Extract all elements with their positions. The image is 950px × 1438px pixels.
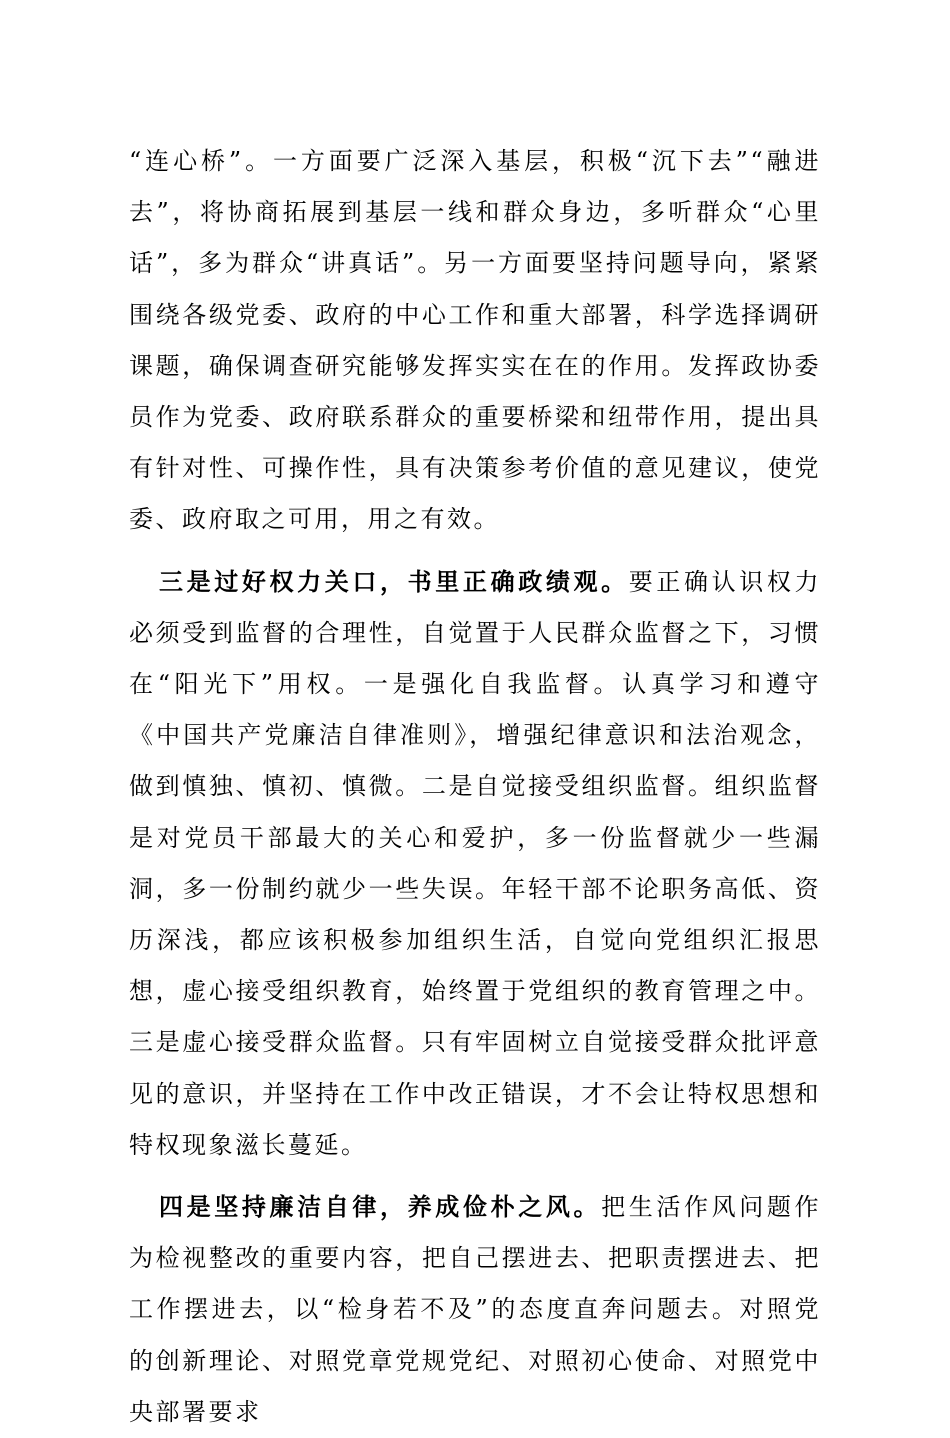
paragraph-3-heading: 四是坚持廉洁自律，养成俭朴之风。 (159, 1192, 602, 1222)
paragraph-continuation (129, 136, 821, 546)
paragraph-2-text: 要正确认识权力必须受到监督的合理性，自觉置于人民群众监督之下，习惯在“阳光下”用权。一是强化自我监督。认真学习和遵守《中国共产党廉洁自律准则》，增强纪律意识和法治观念，做到慎独、慎初、慎微。二是自觉接受组织监督。组织监督是对党员干部最大的关心和爱护，多一份监督就少一些漏洞，多一份制约就少一些失误。年轻干部不论职务高低、资历深浅，都应该积极参加组织生活，自觉向党组织汇报思想，虚心接受组织教育，始终置于党组织的教育管理之中。三是虚心接受群众监督。只有牢固树立自觉接受群众批评意见的意识，并坚持在工作中改正错误，才不会让特权思想和特权现象滋长蔓延。 (129, 567, 822, 1159)
paragraph-power-supervision (129, 556, 821, 1171)
paragraph-1-text: “连心桥”。一方面要广泛深入基层，积极“沉下去”“融进去”，将协商拓展到基层一线和群众身边，多听群众“心里话”，多为群众“讲真话”。另一方面要坚持问题导向，紧紧围绕各级党委、政府的中心工作和重大部署，科学选择调研课题，确保调查研究能够发挥实实在在的作用。发挥政协委员作为党委、政府联系群众的重要桥梁和纽带作用，提出具有针对性、可操作性，具有决策参考价值的意见建议，使党委、政府取之可用，用之有效。 (129, 147, 821, 534)
document-page (129, 136, 821, 1438)
paragraph-2-heading: 三是过好权力关口，书里正确政绩观。 (159, 566, 629, 596)
paragraph-3-text: 把生活作风问题作为检视整改的重要内容，把自己摆进去、把职责摆进去、把工作摆进去，以“检身若不及”的态度直奔问题去。对照党的创新理论、对照党章党规党纪、对照初心使命、对照党中央部署要求 (129, 1193, 822, 1426)
paragraph-integrity (129, 1181, 821, 1438)
